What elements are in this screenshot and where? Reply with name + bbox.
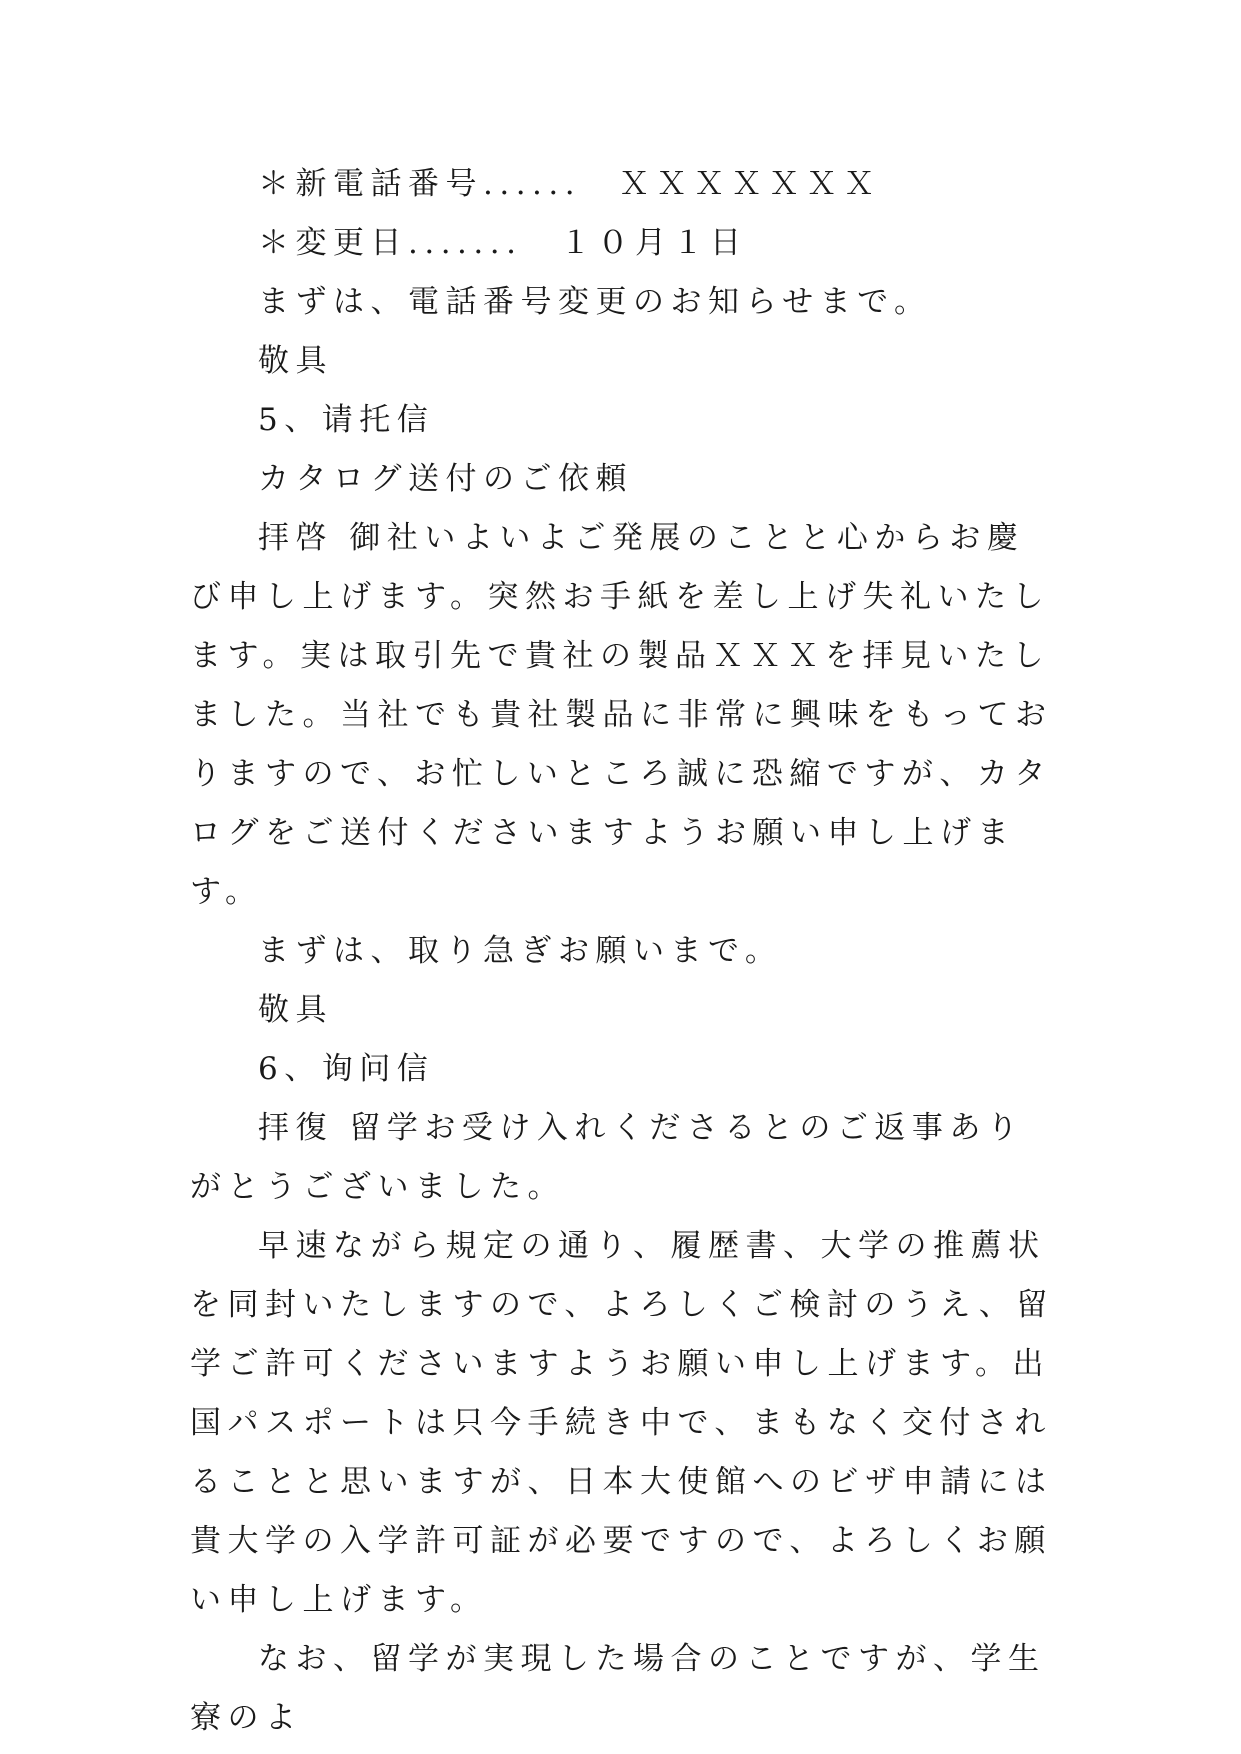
letter-subject: カタログ送付のご依頼 xyxy=(258,461,633,497)
new-phone-number-line: ＊新電話番号...... ＸＸＸＸＸＸＸ xyxy=(258,166,882,202)
phone-change-closing: まずは、電話番号変更のお知らせまで。 xyxy=(258,284,932,320)
sign-off: 敬具 xyxy=(258,992,333,1028)
body-paragraph: 拝復 留学お受け入れくださるとのご返事ありがとうございました。 xyxy=(190,1110,1025,1205)
change-date-line: ＊変更日....... １０月１日 xyxy=(258,225,748,261)
sign-off: 敬具 xyxy=(258,343,333,379)
body-paragraph: 拝啓 御社いよいよご発展のことと心からお慶び申し上げます。突然お手紙を差し上げ失礼いたします。実は取引先で貴社の製品ＸＸＸを拝見いたしました。当社でも貴社製品に非常に興味をもっておりますので、お忙しいところ誠に恐縮ですが、カタログをご送付くださいますようお願い申し上げます。 xyxy=(190,520,1053,910)
section-heading-request-letter: 5、请托信 xyxy=(258,402,435,438)
body-paragraph: 早速ながら規定の通り、履歴書、大学の推薦状を同封いたしますので、よろしくご検討のうえ、留学ご許可くださいますようお願い申し上げます。出国パスポートは只今手続き中で、まもなく交付されることと思いますが、日本大使館へのビザ申請には貴大学の入学許可証が必要ですので、よろしくお願い申し上げます。 xyxy=(190,1228,1054,1618)
body-paragraph: なお、留学が実現した場合のことですが、学生寮のよ xyxy=(190,1641,1046,1736)
request-closing: まずは、取り急ぎお願いまで。 xyxy=(258,933,783,969)
section-heading-inquiry-letter: 6、询问信 xyxy=(258,1051,435,1087)
document-body xyxy=(190,155,1060,1748)
